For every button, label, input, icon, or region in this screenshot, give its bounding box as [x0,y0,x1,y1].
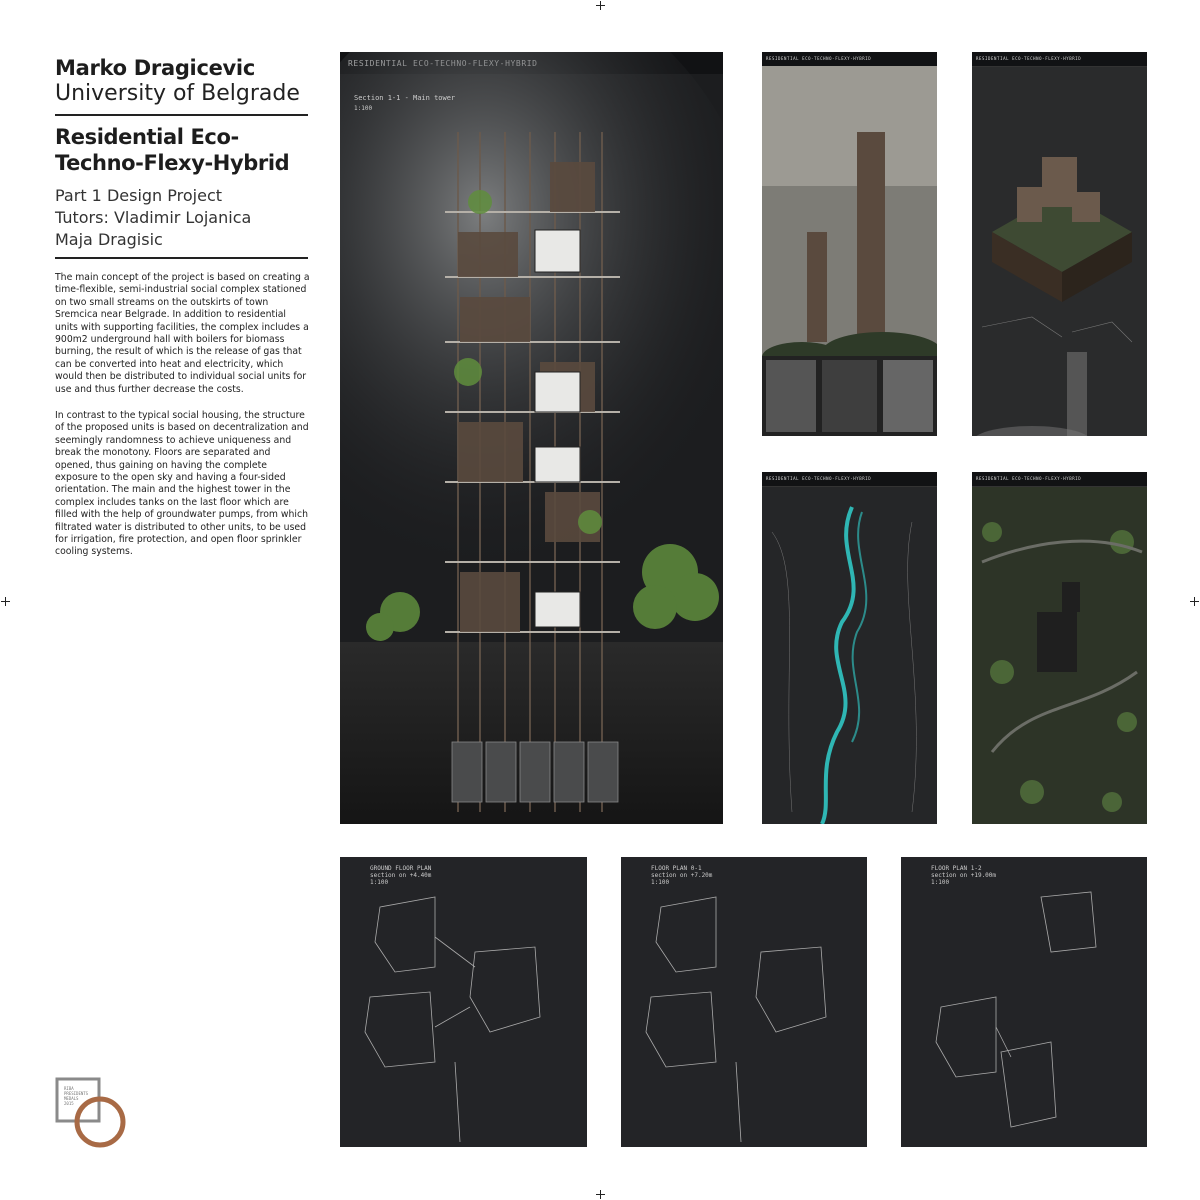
logo-text-4: 2015 [64,1101,74,1106]
author-name: Marko Dragicevic [55,56,255,80]
site-plan-river-panel [762,472,937,824]
plan-scale-floor-1-2: 1:100 [931,879,950,886]
plan-section-ground: section on +4.40m [370,872,432,879]
section-label: Section 1-1 - Main tower [354,94,456,102]
panel-d-title: RESIDENTIAL ECO-TECHNO-FLEXY-HYBRID [976,476,1082,481]
registration-mark-left [1,597,10,606]
plan-panel-floor-1-2 [901,857,1147,1147]
description-paragraph-1: The main concept of the project is based on creating a time-flexible, semi-industrial social complex stationed on two small streams on the outskirts of town Sremcica near Belgrade. In addition to residential units with supporting facilities, the complex includes a 900m2 underground hall with boilers for biomass burning, the result of which is the release of gas that can be converted into heat and electricity, which would then be distributed to individual social units for use and thus further decrease the costs. [55,272,310,395]
floor-0-1-plan [621,857,867,1147]
university-name: University of Belgrade [55,81,300,106]
registration-mark-bottom [596,1190,605,1199]
logo-text-3: MEDALS [64,1096,79,1101]
plan-title-floor-0-1: FLOOR PLAN 0-1 [651,865,702,872]
part-label: Part 1 Design Project [55,186,223,205]
plan-panel-floor-0-1 [621,857,867,1147]
plan-section-floor-0-1: section on +7.20m [651,872,713,879]
tutors-label: Tutors: Vladimir Lojanica [55,208,252,227]
plan-scale-floor-0-1: 1:100 [651,879,670,886]
plan-section-floor-1-2: section on +19.00m [931,872,997,879]
project-title-line2: Techno-Flexy-Hybrid [55,151,290,175]
plan-title-ground: GROUND FLOOR PLAN [370,865,432,872]
riba-logo [55,1077,127,1149]
panel-c-title: RESIDENTIAL ECO-TECHNO-FLEXY-HYBRID [766,476,872,481]
render-panel-perspective [762,52,937,436]
axonometric-drawing [972,52,1147,436]
logo-text-2: PRESIDENTS [64,1091,89,1096]
plan-title-floor-1-2: FLOOR PLAN 1-2 [931,865,982,872]
floor-1-2-plan [901,857,1147,1147]
registration-mark-right [1190,597,1199,606]
description-paragraph-2: In contrast to the typical social housing, the structure of the proposed units is based on decentralization and seemingly randomness to achieve uniqueness and break the monotony. Floors are separated and opened, thus gaining on having the complete exposure to the open sky and having a four-sided orientation. The main and the highest tower in the complex includes tanks on the last floor which are filled with the help of groundwater pumps, from which filtrated water is distributed to other units, to be used for irrigation, fire protection, and open floor sprinkler cooling systems. [55,410,309,558]
render-panel-axonometric [972,52,1147,436]
panel-b-title: RESIDENTIAL ECO-TECHNO-FLEXY-HYBRID [976,56,1082,61]
project-title-line1: Residential Eco- [55,125,239,149]
divider-top [55,114,308,116]
tutor-second: Maja Dragisic [55,230,163,249]
green-site-plan [972,472,1147,824]
ground-floor-plan [340,857,587,1147]
registration-mark-top [596,1,605,10]
river-site-plan [762,472,937,824]
logo-text-1: RIBA [64,1086,74,1091]
section-scale: 1:100 [354,105,373,112]
panel-a-title: RESIDENTIAL ECO-TECHNO-FLEXY-HYBRID [766,56,872,61]
main-section-drawing [340,52,723,824]
perspective-render [762,52,937,436]
divider-bottom [55,257,308,259]
main-section-panel [340,52,723,824]
plan-scale-ground: 1:100 [370,879,389,886]
plan-panel-ground [340,857,587,1147]
site-plan-green-panel [972,472,1147,824]
